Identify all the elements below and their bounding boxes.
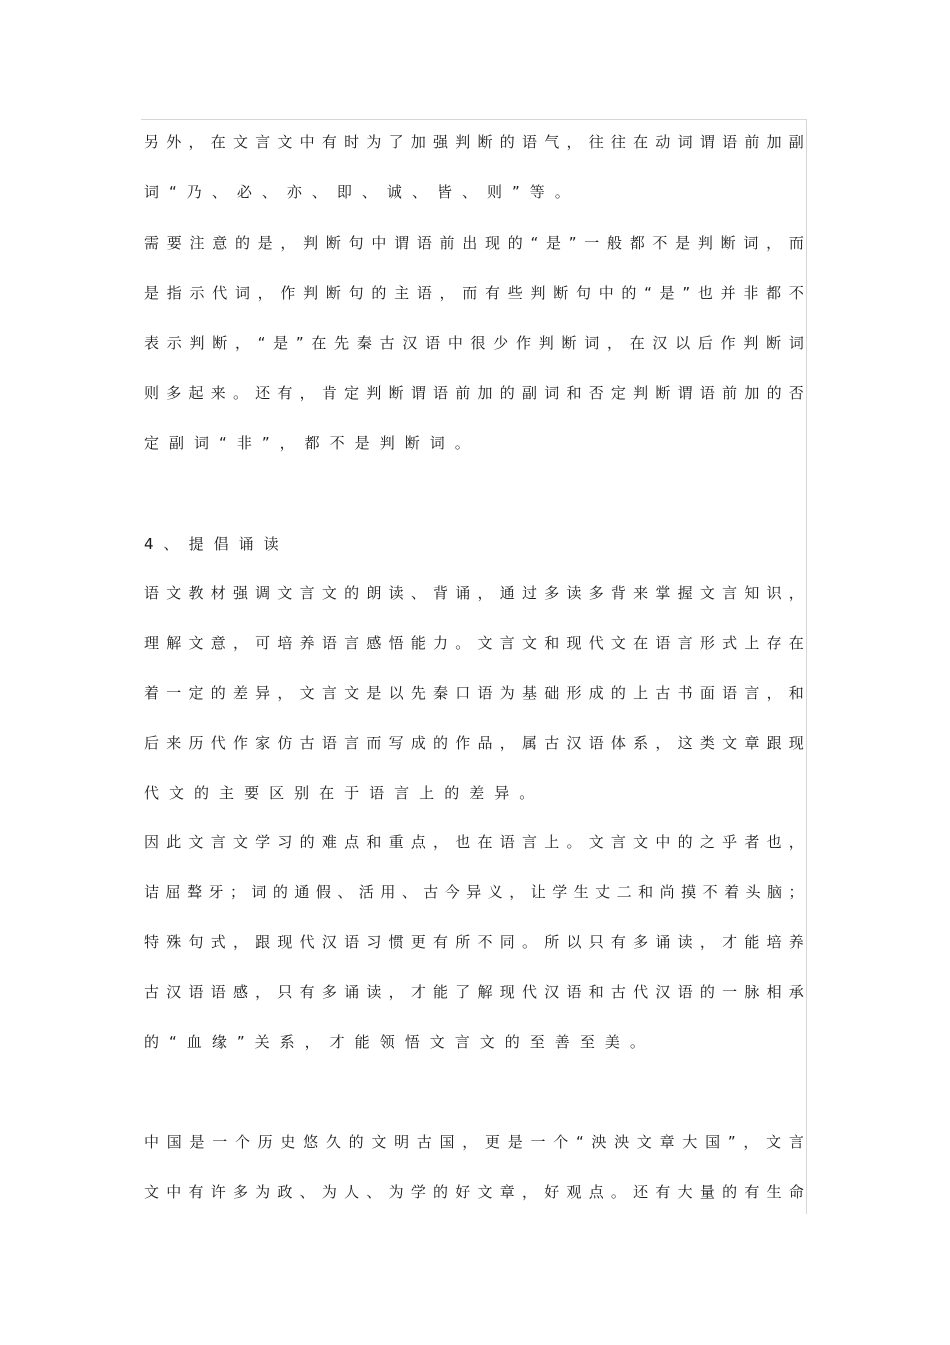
text-line: 特 殊 句 式 ， 跟 现 代 汉 语 习 惯 更 有 所 不 同 。 所 以 只 有 多 诵 读 ， 才 能 培 养 (144, 933, 804, 951)
text-line: 古 汉 语 语 感 ， 只 有 多 诵 读 ， 才 能 了 解 现 代 汉 语 和 古 代 汉 语 的 一 脉 相 承 (144, 983, 804, 1001)
text-line: 因 此 文 言 文 学 习 的 难 点 和 重 点 ， 也 在 语 言 上 。 文 言 文 中 的 之 乎 者 也 ， (144, 833, 804, 851)
text-line: 词 “ 乃 、 必 、 亦 、 即 、 诚 、 皆 、 则 ” 等 。 (144, 183, 570, 201)
text-line: 另 外 ， 在 文 言 文 中 有 时 为 了 加 强 判 断 的 语 气 ， 往 往 在 动 词 谓 语 前 加 副 (144, 133, 804, 151)
text-line: 则 多 起 来 。 还 有 ， 肯 定 判 断 谓 语 前 加 的 副 词 和 否 定 判 断 谓 语 前 加 的 否 (144, 384, 804, 402)
text-line: 文 中 有 许 多 为 政 、 为 人 、 为 学 的 好 文 章 ， 好 观 点 。 还 有 大 量 的 有 生 命 (144, 1183, 804, 1201)
text-line: 的 “ 血 缘 ” 关 系 ， 才 能 领 悟 文 言 文 的 至 善 至 美 。 (144, 1033, 645, 1051)
text-line: 诘 屈 聱 牙 ； 词 的 通 假 、 活 用 、 古 今 异 义 ， 让 学 生 丈 二 和 尚 摸 不 着 头 脑 ； (144, 883, 804, 901)
text-line: 代 文 的 主 要 区 别 在 于 语 言 上 的 差 异 。 (144, 784, 535, 802)
text-line: 后 来 历 代 作 家 仿 古 语 言 而 写 成 的 作 品 ， 属 古 汉 语 体 系 ， 这 类 文 章 跟 现 (144, 734, 804, 752)
text-line: 是 指 示 代 词 ， 作 判 断 句 的 主 语 ， 而 有 些 判 断 句 中 的 “ 是 ” 也 并 非 都 不 (144, 284, 804, 302)
text-line: 理 解 文 意 ， 可 培 养 语 言 感 悟 能 力 。 文 言 文 和 现 代 文 在 语 言 形 式 上 存 在 (144, 634, 804, 652)
text-line: 语 文 教 材 强 调 文 言 文 的 朗 读 、 背 诵 ， 通 过 多 读 多 背 来 掌 握 文 言 知 识 ， (144, 584, 804, 602)
text-line: 中 国 是 一 个 历 史 悠 久 的 文 明 古 国 ， 更 是 一 个 “ 泱 泱 文 章 大 国 ” ， 文 言 (144, 1133, 804, 1151)
text-line: 定 副 词 “ 非 ” ， 都 不 是 判 断 词 。 (144, 434, 470, 452)
text-line: 4 、 提 倡 诵 读 (144, 535, 279, 553)
text-line: 表 示 判 断 ， “ 是 ” 在 先 秦 古 汉 语 中 很 少 作 判 断 词 ， 在 汉 以 后 作 判 断 词 (144, 334, 804, 352)
text-line: 需 要 注 意 的 是 ， 判 断 句 中 谓 语 前 出 现 的 “ 是 ” 一 般 都 不 是 判 断 词 ， 而 (144, 234, 804, 252)
text-line: 着 一 定 的 差 异 ， 文 言 文 是 以 先 秦 口 语 为 基 础 形 成 的 上 古 书 面 语 言 ， 和 (144, 684, 804, 702)
